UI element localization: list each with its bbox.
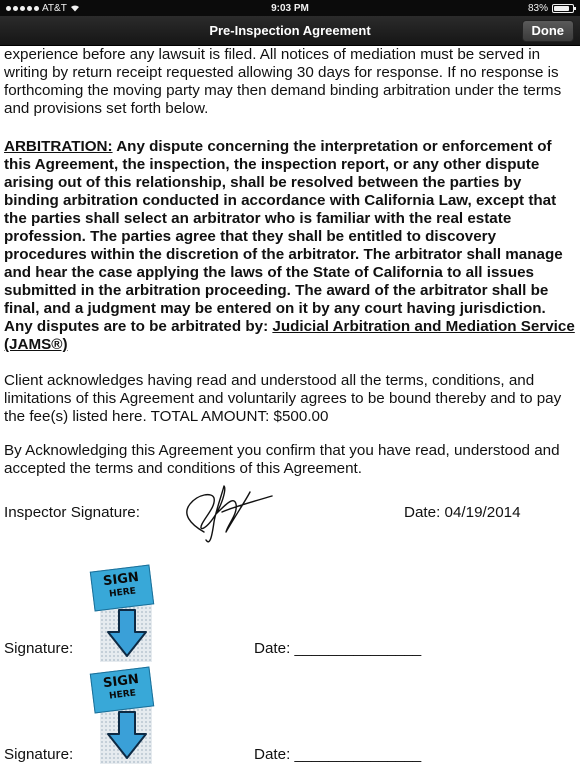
client-signature-label-1: Signature: (4, 640, 74, 657)
battery-percent: 83% (527, 2, 548, 14)
sign-label: SIGN (102, 569, 140, 590)
status-time: 9:03 PM (271, 2, 309, 14)
client-date-label-2[interactable]: Date: _______________ (254, 746, 422, 763)
status-left (6, 3, 206, 14)
done-button[interactable]: Done (522, 20, 575, 42)
sign-here-flag (90, 564, 154, 611)
acknowledgement-paragraph: Client acknowledges having read and understood all the terms, conditions, and limitations of this Agreement and voluntarily agrees to be bound thereby and to pay the fee(s) listed here. TOTAL AMOUNT: $500.00 (4, 372, 562, 425)
inspector-signature-image (176, 484, 276, 548)
agreement-document[interactable] (4, 46, 578, 773)
status-bar (0, 0, 580, 16)
wifi-icon (70, 4, 80, 12)
inspector-signature-label: Inspector Signature: (4, 504, 140, 521)
arbitration-paragraph (4, 138, 578, 354)
sign-here-button-2[interactable] (92, 670, 154, 768)
status-right (374, 3, 574, 14)
inspector-date-label: Date: 04/19/2014 (404, 504, 521, 521)
client-date-label-1[interactable]: Date: _______________ (254, 640, 422, 657)
arrow-down-icon (106, 710, 148, 760)
signal-strength-icon (6, 6, 39, 11)
client-signature-label-2: Signature: (4, 746, 74, 763)
mediation-paragraph: experience before any lawsuit is filed. All notices of mediation must be served in writing by return receipt requested allowing 30 days for response. If no response is forthcoming the moving party may then demand binding arbitration under the terms and provisions set forth below. (4, 46, 562, 117)
page-title: Pre-Inspection Agreement (209, 23, 371, 38)
arrow-down-icon (106, 608, 148, 658)
confirmation-paragraph: By Acknowledging this Agreement you confirm that you have read, understood and accepted the terms and conditions of this Agreement. (4, 442, 560, 477)
arbitration-heading: ARBITRATION: (4, 138, 113, 155)
sign-label: SIGN (102, 671, 140, 692)
here-label: HERE (108, 586, 137, 600)
battery-icon (552, 4, 574, 13)
navigation-bar (0, 16, 580, 46)
here-label: HERE (108, 688, 137, 702)
carrier-label: AT&T (42, 2, 67, 14)
battery-fill (554, 6, 569, 11)
sign-here-flag (90, 666, 154, 713)
arbitration-body: Any dispute concerning the interpretation or enforcement of this Agreement, the inspection, the inspection report, or any other dispute arising out of this relationship, shall be resolved between the parties by binding arbitration conducted in accordance with California Law, except that the parties shall select an arbitrator who is familiar with the real estate profession. The parties agree that they shall be entitled to discovery procedures within the discretion of the arbitrator. The arbitrator shall manage and hear the case applying the laws of the State of California to all issues submitted in the arbitration proceeding. The award of the arbitrator shall be final, and a judgment may be entered on it by any court having jurisdiction. Any disputes are to be arbitrated by: (4, 138, 563, 335)
sign-here-button-1[interactable] (92, 568, 154, 666)
arbitration-service-link: Judicial Arbitration and Mediation Service (JAMS®) (4, 318, 575, 353)
